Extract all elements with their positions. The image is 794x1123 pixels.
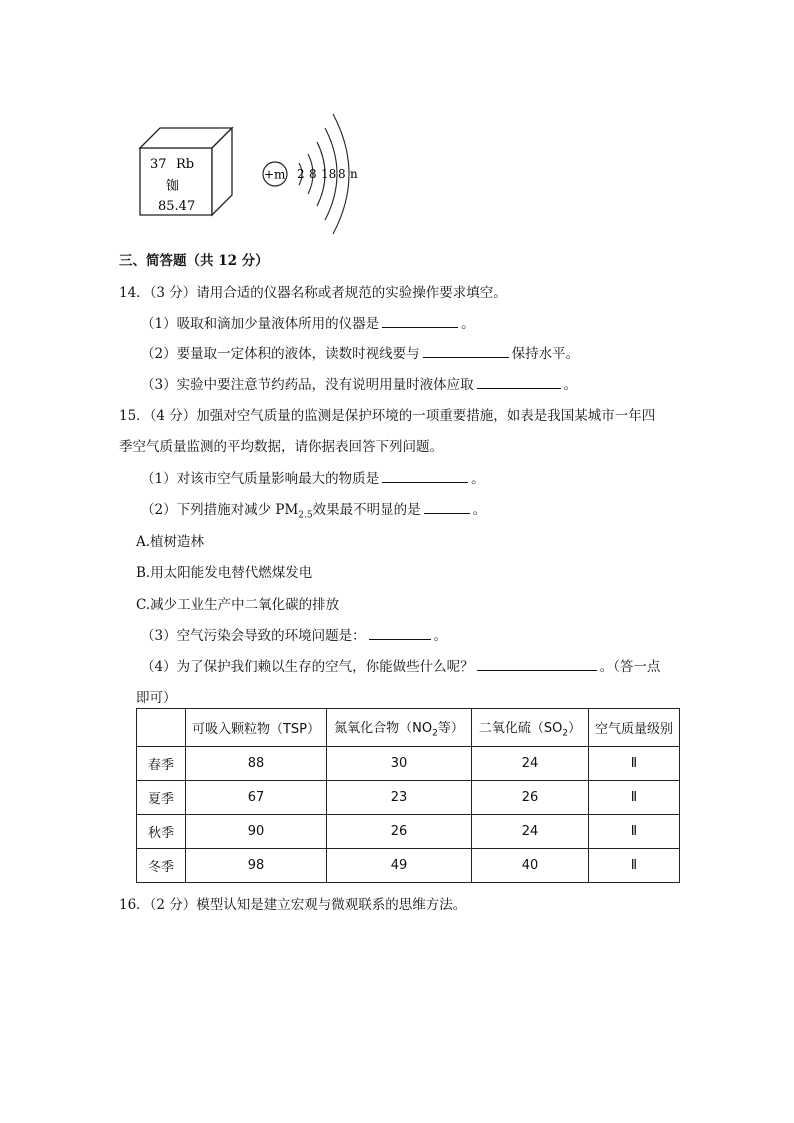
tsp-cell: 88 — [186, 747, 327, 781]
section-title: 三、简答题（共 12 分） — [119, 253, 269, 269]
answer-blank[interactable] — [477, 376, 561, 389]
level-cell: Ⅱ — [589, 747, 680, 781]
q15-part3-text: （3）空气污染会导致的环境问题是： — [141, 628, 366, 644]
q15-part4-line2: 即可） — [136, 690, 177, 706]
option-c: C.减少工业生产中二氧化碳的排放 — [136, 597, 340, 613]
tsp-cell: 90 — [186, 815, 327, 849]
so2-cell: 40 — [472, 849, 589, 883]
table-header-tsp: 可吸入颗粒物（TSP） — [186, 709, 327, 747]
q14-part2 — [141, 342, 579, 362]
shell-5-count: n — [350, 167, 358, 181]
element-cube-figure — [130, 120, 240, 220]
q14-part3 — [141, 373, 577, 393]
q15-part1-text: （1）对该市空气质量影响最大的物质是 — [141, 471, 380, 487]
q14-part1-text: （1）吸取和滴加少量液体所用的仪器是 — [141, 316, 380, 332]
air-quality-table — [136, 708, 680, 883]
shell-2-count: 8 — [309, 167, 317, 181]
q14-stem: 14．（3 分）请用合适的仪器名称或者规范的实验操作要求填空。 — [119, 285, 507, 301]
level-cell: Ⅱ — [589, 781, 680, 815]
answer-blank[interactable] — [423, 345, 509, 358]
q14-part3-text: （3）实验中要注意节约药品，没有说明用量时液体应取 — [141, 377, 474, 393]
q15-part3 — [141, 624, 447, 644]
q15-part4-text: （4）为了保护我们赖以生存的空气，你能做些什么呢？ — [141, 659, 474, 675]
q15-part2-text-post: 效果最不明显的是 — [312, 502, 421, 518]
shell-1-count: 2 — [297, 167, 305, 181]
option-b: B.用太阳能发电替代燃煤发电 — [136, 565, 313, 581]
season-cell: 冬季 — [137, 849, 186, 883]
pm-subscript: 2.5 — [298, 510, 313, 521]
answer-blank[interactable] — [382, 470, 468, 483]
element-name: 铷 — [166, 179, 180, 194]
level-cell: Ⅱ — [589, 849, 680, 883]
table-row — [137, 849, 680, 883]
nox-cell: 23 — [327, 781, 472, 815]
q14-part3-end: 。 — [563, 377, 578, 393]
so2-cell: 24 — [472, 747, 589, 781]
nucleus-label: +m — [264, 167, 286, 182]
q15-stem-line1: 15．（4 分）加强对空气质量的监测是保护环境的一项重要措施，如表是我国某城市一年四 — [119, 408, 656, 424]
option-a: A.植树造林 — [136, 534, 205, 550]
so2-cell: 24 — [472, 815, 589, 849]
level-cell: Ⅱ — [589, 815, 680, 849]
answer-blank[interactable] — [424, 501, 470, 514]
q15-part4-end: 。（答一点 — [599, 659, 661, 675]
tsp-cell: 67 — [186, 781, 327, 815]
q15-part2 — [141, 498, 486, 521]
table-header-so2: 二氧化硫$(SO_2)$ — [472, 709, 589, 747]
q15-stem-line2: 季空气质量监测的平均数据，请你据表回答下列问题。 — [119, 439, 443, 455]
q15-part1-end: 。 — [471, 471, 485, 487]
element-mass: 85.47 — [158, 199, 196, 214]
q14-part2-end: 保持水平。 — [511, 346, 580, 362]
table-header-level: 空气质量级别 — [589, 709, 680, 747]
table-row — [137, 747, 680, 781]
season-cell: 秋季 — [137, 815, 186, 849]
q15-part4 — [141, 655, 660, 675]
table-header-empty — [137, 709, 186, 747]
nox-cell: 49 — [327, 849, 472, 883]
nox-cell: 26 — [327, 815, 472, 849]
tsp-cell: 98 — [186, 849, 327, 883]
q15-part2-end: 。 — [472, 502, 487, 518]
q16-stem: 16．（2 分）模型认知是建立宏观与微观联系的思维方法。 — [119, 897, 467, 913]
q15-part1 — [141, 467, 485, 487]
shell-3-count: 18 — [321, 167, 337, 181]
q14-part1-end: 。 — [461, 316, 475, 332]
answer-blank[interactable] — [477, 658, 597, 671]
element-number: 37 — [150, 157, 167, 172]
table-row — [137, 781, 680, 815]
q14-part2-text: （2）要量取一定体积的液体，读数时视线要与 — [141, 346, 420, 362]
shell-4-count: 8 — [338, 167, 346, 181]
nox-cell: 30 — [327, 747, 472, 781]
table-row — [137, 815, 680, 849]
q15-part2-text: （2）下列措施对减少 PM — [141, 502, 299, 518]
season-cell: 夏季 — [137, 781, 186, 815]
table-header-nox: 氮氧化合物（$NO_2$等） — [327, 709, 472, 747]
so2-cell: 26 — [472, 781, 589, 815]
season-cell: 春季 — [137, 747, 186, 781]
atom-structure-diagram — [255, 108, 375, 238]
q15-part3-end: 。 — [433, 628, 448, 644]
answer-blank[interactable] — [369, 627, 431, 640]
q14-part1 — [141, 312, 475, 332]
element-symbol: Rb — [176, 157, 195, 172]
answer-blank[interactable] — [382, 315, 458, 328]
table-header-row — [137, 709, 680, 747]
